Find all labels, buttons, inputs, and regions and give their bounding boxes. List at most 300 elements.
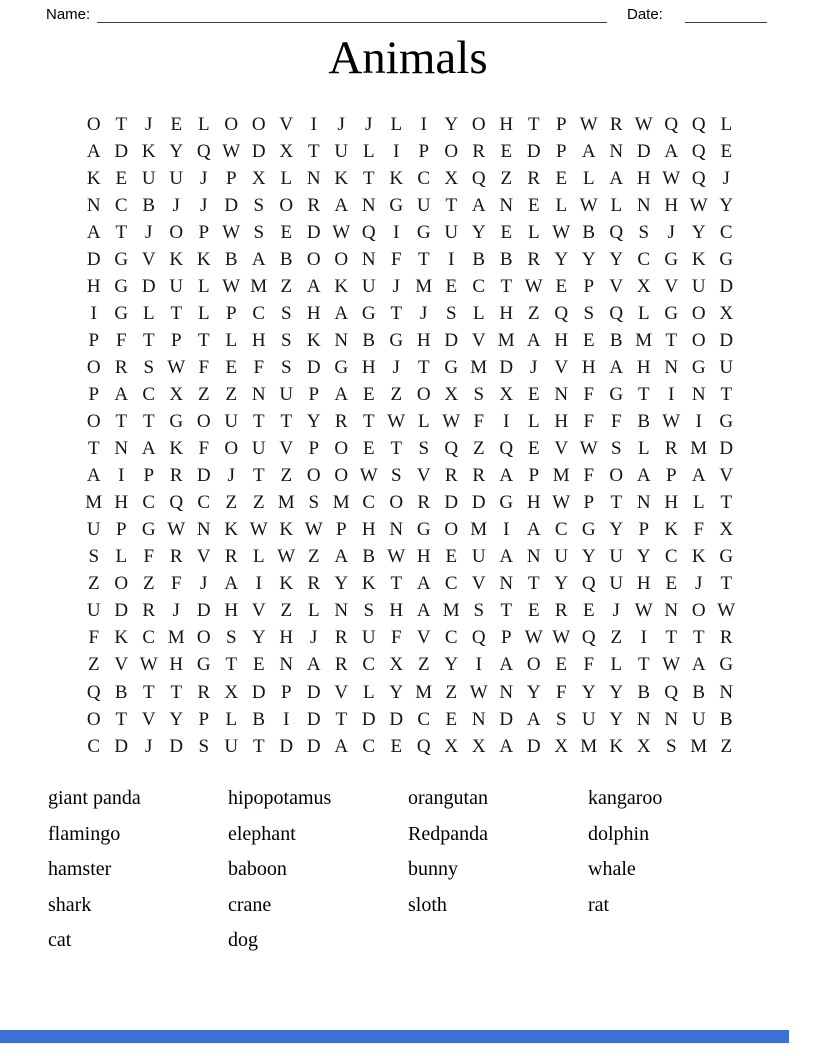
grid-letter: H — [279, 627, 294, 649]
grid-letter: C — [114, 194, 128, 216]
grid-letter: T — [115, 113, 128, 135]
grid-letter: H — [554, 411, 569, 433]
grid-letter: E — [252, 654, 265, 676]
grid-letter: F — [583, 411, 595, 433]
grid-letter: Z — [87, 573, 100, 595]
grid-letter: P — [225, 167, 237, 189]
grid-letter: T — [115, 221, 128, 243]
grid-letter: G — [719, 411, 734, 433]
grid-letter: N — [499, 681, 514, 703]
grid-letter: U — [444, 221, 459, 243]
grid-letter: J — [365, 113, 373, 135]
grid-letter: E — [362, 438, 375, 460]
grid-letter: F — [610, 411, 622, 433]
grid-letter: L — [720, 113, 733, 135]
grid-letter: W — [579, 438, 598, 460]
grid-letter: B — [637, 411, 651, 433]
grid-letter: E — [582, 600, 595, 622]
grid-letter: Q — [444, 438, 459, 460]
grid-letter: I — [118, 465, 125, 487]
grid-letter: F — [198, 438, 210, 460]
grid-letter: O — [114, 573, 129, 595]
grid-letter: Z — [390, 383, 403, 405]
grid-letter: S — [225, 627, 237, 649]
grid-letter: Q — [581, 627, 596, 649]
grid-letter: F — [115, 329, 127, 351]
grid-letter: Z — [307, 546, 320, 568]
grid-letter: A — [306, 275, 321, 297]
grid-letter: O — [334, 248, 349, 270]
grid-letter: I — [475, 654, 482, 676]
grid-letter: T — [610, 492, 623, 514]
grid-letter: U — [609, 546, 624, 568]
grid-letter: K — [224, 519, 239, 541]
grid-letter: A — [609, 356, 624, 378]
grid-letter: E — [362, 383, 375, 405]
grid-letter: W — [387, 546, 406, 568]
grid-letter: L — [527, 221, 540, 243]
grid-letter: K — [334, 275, 349, 297]
grid-letter: Y — [554, 248, 569, 270]
grid-letter: M — [470, 356, 488, 378]
grid-letter: L — [225, 708, 238, 730]
grid-letter: Y — [471, 221, 486, 243]
grid-letter: Y — [554, 573, 569, 595]
grid-letter: G — [361, 302, 376, 324]
grid-letter: L — [390, 113, 403, 135]
grid-letter: S — [280, 329, 292, 351]
grid-letter: E — [280, 221, 293, 243]
grid-letter: W — [387, 411, 406, 433]
grid-letter: J — [172, 600, 180, 622]
grid-letter: A — [251, 248, 266, 270]
word-list — [0, 781, 816, 956]
grid-letter: O — [334, 438, 349, 460]
grid-letter: S — [555, 708, 567, 730]
word-list-item: baboon — [228, 858, 287, 881]
grid-letter: R — [527, 167, 541, 189]
grid-letter: L — [637, 438, 650, 460]
grid-letter: C — [554, 519, 568, 541]
grid-letter: C — [362, 735, 376, 757]
grid-letter: A — [581, 140, 596, 162]
grid-letter: H — [636, 573, 651, 595]
grid-letter: T — [197, 329, 210, 351]
grid-letter: V — [471, 573, 486, 595]
grid-letter: L — [692, 492, 705, 514]
grid-letter: N — [471, 708, 486, 730]
grid-letter: J — [200, 194, 208, 216]
grid-letter: Y — [719, 194, 734, 216]
date-fill-line — [685, 6, 767, 23]
grid-letter: V — [554, 438, 569, 460]
grid-letter: Z — [417, 654, 430, 676]
grid-letter: M — [552, 465, 570, 487]
grid-letter: K — [691, 248, 706, 270]
grid-letter: D — [169, 735, 184, 757]
grid-letter: I — [640, 627, 647, 649]
grid-letter: Z — [500, 167, 513, 189]
grid-letter: K — [279, 573, 294, 595]
grid-letter: A — [86, 465, 101, 487]
grid-letter: T — [225, 654, 238, 676]
grid-letter: Q — [609, 221, 624, 243]
grid-letter: X — [719, 302, 734, 324]
grid-letter: H — [526, 492, 541, 514]
grid-letter: G — [114, 302, 129, 324]
grid-letter: D — [499, 356, 514, 378]
grid-letter: S — [253, 194, 265, 216]
grid-letter: F — [170, 573, 182, 595]
grid-letter: D — [306, 735, 321, 757]
grid-letter: T — [142, 681, 155, 703]
grid-letter: M — [470, 519, 488, 541]
grid-letter: B — [224, 248, 238, 270]
grid-letter: X — [636, 275, 651, 297]
grid-letter: N — [499, 194, 514, 216]
grid-letter: W — [524, 275, 543, 297]
date-label: Date: — [627, 6, 663, 23]
grid-letter: J — [392, 275, 400, 297]
grid-letter: J — [530, 356, 538, 378]
grid-letter: A — [86, 221, 101, 243]
word-list-item: dog — [228, 929, 258, 952]
grid-letter: B — [362, 329, 376, 351]
grid-letter: G — [719, 248, 734, 270]
grid-letter: T — [362, 411, 375, 433]
grid-letter: U — [169, 167, 184, 189]
grid-letter: A — [526, 708, 541, 730]
grid-letter: G — [719, 546, 734, 568]
grid-letter: Q — [691, 140, 706, 162]
grid-letter: K — [691, 546, 706, 568]
grid-letter: N — [196, 519, 211, 541]
grid-letter: N — [526, 546, 541, 568]
grid-letter: W — [634, 600, 653, 622]
grid-letter: Q — [196, 140, 211, 162]
grid-letter: W — [332, 221, 351, 243]
grid-letter: J — [392, 356, 400, 378]
grid-letter: U — [471, 546, 486, 568]
grid-letter: H — [554, 329, 569, 351]
grid-letter: O — [251, 113, 266, 135]
grid-letter: S — [473, 600, 485, 622]
grid-letter: B — [472, 248, 486, 270]
grid-letter: N — [114, 438, 129, 460]
grid-letter: L — [197, 113, 210, 135]
grid-letter: T — [500, 600, 513, 622]
grid-letter: N — [306, 167, 321, 189]
grid-letter: A — [114, 383, 129, 405]
grid-letter: A — [224, 573, 239, 595]
grid-letter: E — [445, 275, 458, 297]
grid-letter: Q — [581, 573, 596, 595]
grid-letter: G — [334, 356, 349, 378]
grid-letter: M — [332, 492, 350, 514]
grid-letter: C — [142, 383, 156, 405]
grid-letter: X — [389, 654, 404, 676]
grid-letter: A — [691, 465, 706, 487]
grid-letter: F — [583, 465, 595, 487]
grid-letter: U — [581, 708, 596, 730]
grid-letter: Y — [306, 411, 321, 433]
grid-letter: T — [170, 681, 183, 703]
grid-letter: V — [416, 465, 431, 487]
grid-letter: W — [579, 113, 598, 135]
grid-letter: N — [664, 708, 679, 730]
grid-letter: V — [279, 438, 294, 460]
grid-letter: G — [719, 654, 734, 676]
grid-letter: E — [527, 383, 540, 405]
grid-letter: N — [664, 356, 679, 378]
grid-letter: C — [637, 248, 651, 270]
grid-letter: D — [361, 708, 376, 730]
grid-letter: G — [444, 356, 459, 378]
grid-letter: H — [251, 329, 266, 351]
grid-letter: N — [609, 140, 624, 162]
grid-letter: A — [691, 654, 706, 676]
grid-letter: S — [143, 356, 155, 378]
grid-letter: D — [389, 708, 404, 730]
grid-letter: O — [224, 438, 239, 460]
grid-letter: W — [717, 600, 736, 622]
grid-letter: Z — [225, 383, 238, 405]
grid-letter: B — [582, 221, 596, 243]
grid-letter: Y — [169, 140, 184, 162]
grid-letter: Q — [499, 438, 514, 460]
grid-letter: H — [416, 546, 431, 568]
grid-letter: B — [114, 681, 128, 703]
grid-letter: K — [169, 438, 184, 460]
grid-letter: I — [503, 411, 510, 433]
grid-letter: K — [169, 248, 184, 270]
grid-letter: W — [167, 356, 186, 378]
grid-letter: M — [85, 492, 103, 514]
grid-letter: L — [472, 302, 485, 324]
grid-letter: G — [389, 329, 404, 351]
grid-letter: O — [691, 302, 706, 324]
page-title: Animals — [328, 32, 488, 84]
grid-letter: Y — [251, 627, 266, 649]
grid-letter: G — [581, 519, 596, 541]
grid-letter: C — [719, 221, 733, 243]
grid-letter: D — [114, 735, 129, 757]
grid-letter: E — [445, 708, 458, 730]
grid-letter: D — [114, 140, 129, 162]
grid-letter: V — [416, 627, 431, 649]
grid-letter: A — [499, 654, 514, 676]
grid-letter: M — [690, 735, 708, 757]
grid-letter: H — [664, 194, 679, 216]
grid-letter: H — [499, 113, 514, 135]
grid-letter: U — [224, 735, 239, 757]
grid-letter: F — [143, 546, 155, 568]
grid-letter: O — [609, 465, 624, 487]
grid-letter: N — [361, 194, 376, 216]
grid-letter: N — [691, 383, 706, 405]
grid-letter: K — [609, 735, 624, 757]
grid-letter: O — [389, 492, 404, 514]
grid-letter: R — [169, 546, 183, 568]
grid-letter: E — [555, 167, 568, 189]
grid-letter: R — [719, 627, 733, 649]
grid-letter: T — [720, 383, 733, 405]
grid-letter: A — [526, 329, 541, 351]
grid-letter: O — [86, 356, 101, 378]
grid-letter: E — [555, 275, 568, 297]
grid-letter: T — [390, 302, 403, 324]
grid-letter: B — [637, 681, 651, 703]
grid-letter: T — [527, 573, 540, 595]
grid-letter: T — [417, 356, 430, 378]
grid-letter: J — [722, 167, 730, 189]
grid-letter: W — [552, 221, 571, 243]
grid-letter: T — [252, 411, 265, 433]
grid-letter: V — [554, 356, 569, 378]
grid-letter: H — [114, 492, 129, 514]
grid-letter: A — [334, 546, 349, 568]
grid-letter: R — [224, 546, 238, 568]
grid-letter: K — [389, 167, 404, 189]
grid-letter: R — [472, 465, 486, 487]
word-list-item: hipopotamus — [228, 787, 332, 809]
grid-letter: J — [145, 735, 153, 757]
grid-letter: E — [500, 140, 513, 162]
grid-letter: E — [115, 167, 128, 189]
grid-letter: L — [527, 411, 540, 433]
grid-letter: Q — [169, 492, 184, 514]
grid-letter: F — [583, 654, 595, 676]
grid-letter: V — [251, 600, 266, 622]
grid-letter: G — [499, 492, 514, 514]
grid-letter: W — [662, 411, 681, 433]
grid-letter: K — [664, 519, 679, 541]
grid-letter: W — [469, 681, 488, 703]
grid-letter: Z — [280, 465, 293, 487]
grid-letter: Q — [664, 113, 679, 135]
grid-letter: R — [554, 600, 568, 622]
grid-letter: S — [280, 302, 292, 324]
grid-letter: E — [555, 654, 568, 676]
grid-letter: F — [253, 356, 265, 378]
grid-letter: N — [636, 194, 651, 216]
grid-letter: A — [636, 465, 651, 487]
grid-letter: R — [417, 492, 431, 514]
grid-letter: S — [253, 221, 265, 243]
grid-letter: L — [142, 302, 155, 324]
grid-letter: V — [334, 681, 349, 703]
grid-letter: U — [279, 383, 294, 405]
grid-letter: Y — [389, 681, 404, 703]
grid-letter: T — [527, 113, 540, 135]
grid-letter: X — [169, 383, 184, 405]
word-list-item: kangaroo — [588, 787, 663, 809]
grid-letter: L — [252, 546, 265, 568]
grid-letter: R — [527, 248, 541, 270]
word-list-column — [48, 781, 224, 959]
grid-letter: N — [361, 248, 376, 270]
grid-letter: R — [307, 573, 321, 595]
grid-letter: O — [416, 383, 431, 405]
grid-letter: W — [662, 654, 681, 676]
grid-letter: D — [196, 600, 211, 622]
grid-letter: N — [251, 383, 266, 405]
grid-letter: A — [526, 519, 541, 541]
grid-letter: W — [689, 194, 708, 216]
grid-letter: Q — [664, 681, 679, 703]
grid-letter: Y — [444, 113, 459, 135]
grid-letter: T — [390, 438, 403, 460]
grid-letter: A — [416, 573, 431, 595]
grid-letter: C — [252, 302, 266, 324]
grid-letter: D — [444, 492, 459, 514]
grid-letter: T — [692, 627, 705, 649]
grid-letter: H — [224, 600, 239, 622]
grid-letter: H — [636, 356, 651, 378]
grid-letter: A — [471, 194, 486, 216]
grid-letter: O — [691, 600, 706, 622]
grid-letter: V — [141, 248, 156, 270]
word-list-item: cat — [48, 929, 72, 952]
grid-letter: I — [695, 411, 702, 433]
grid-letter: T — [142, 411, 155, 433]
grid-letter: E — [390, 735, 403, 757]
grid-letter: R — [197, 681, 211, 703]
grid-letter: G — [169, 411, 184, 433]
grid-letter: J — [667, 221, 675, 243]
grid-letter: T — [720, 573, 733, 595]
grid-letter: G — [114, 248, 129, 270]
grid-letter: O — [224, 113, 239, 135]
grid-letter: Y — [609, 708, 624, 730]
grid-letter: K — [141, 140, 156, 162]
grid-letter: U — [719, 356, 734, 378]
grid-letter: Y — [581, 681, 596, 703]
grid-letter: S — [198, 735, 210, 757]
grid-letter: P — [143, 465, 155, 487]
grid-letter: R — [472, 140, 486, 162]
grid-letter: T — [252, 465, 265, 487]
grid-letter: O — [279, 194, 294, 216]
grid-letter: G — [196, 654, 211, 676]
grid-letter: M — [442, 600, 460, 622]
grid-letter: V — [471, 329, 486, 351]
grid-letter: V — [279, 113, 294, 135]
grid-letter: G — [141, 519, 156, 541]
grid-letter: P — [555, 140, 567, 162]
grid-letter: Y — [609, 248, 624, 270]
grid-letter: F — [390, 248, 402, 270]
grid-letter: Y — [526, 681, 541, 703]
grid-letter: D — [499, 708, 514, 730]
grid-letter: H — [361, 519, 376, 541]
grid-letter: S — [583, 302, 595, 324]
grid-letter: X — [224, 681, 239, 703]
grid-letter: T — [390, 573, 403, 595]
grid-letter: X — [279, 140, 294, 162]
grid-letter: D — [279, 735, 294, 757]
grid-letter: R — [142, 600, 156, 622]
grid-letter: G — [664, 302, 679, 324]
grid-letter: O — [306, 248, 321, 270]
grid-letter: O — [86, 411, 101, 433]
grid-letter: F — [88, 627, 100, 649]
grid-letter: A — [499, 546, 514, 568]
grid-letter: D — [196, 465, 211, 487]
grid-letter: O — [196, 627, 211, 649]
grid-letter: V — [664, 275, 679, 297]
grid-letter: L — [197, 275, 210, 297]
